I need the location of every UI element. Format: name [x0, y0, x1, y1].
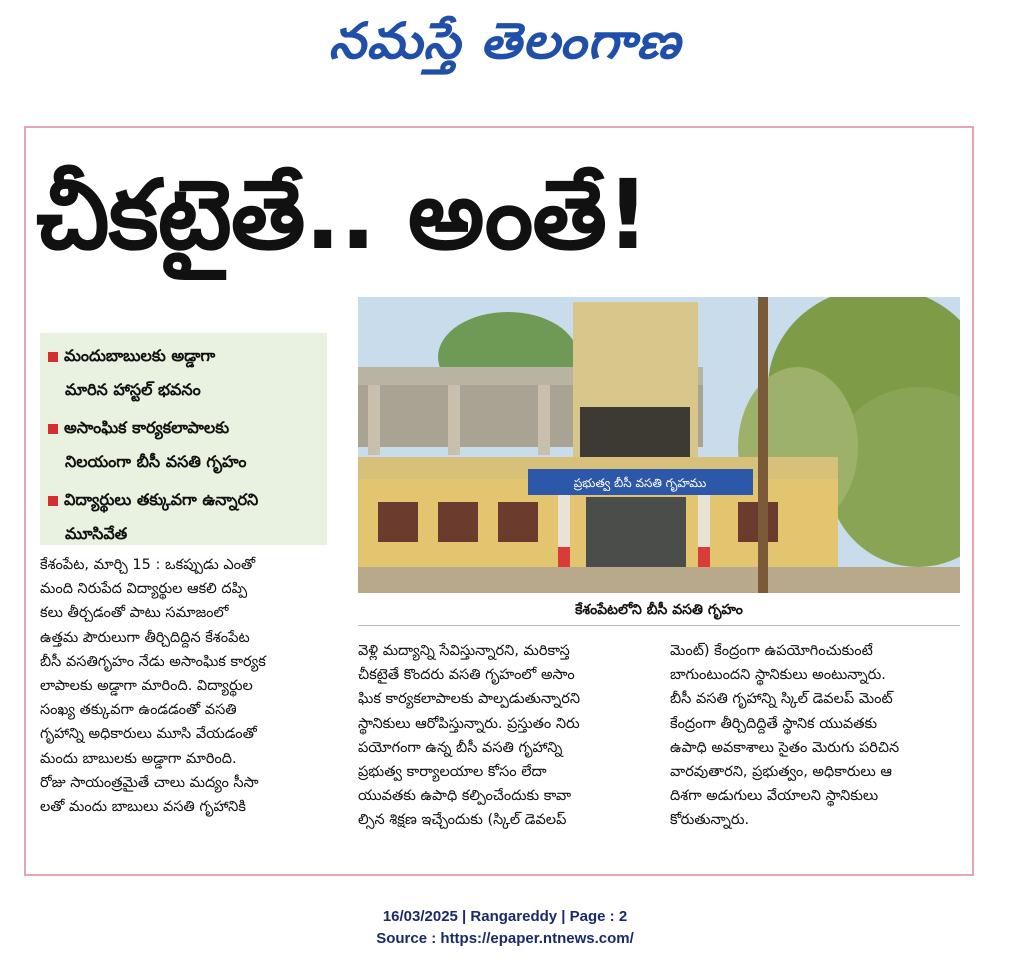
highlight-text: మారిన హాస్టల్ భవనం [65, 380, 201, 399]
bullet-square-icon [48, 424, 58, 434]
article-line: పయోగంగా ఉన్న బీసీ వసతి గృహాన్ని [358, 739, 563, 756]
article-line: ల్సిన శిక్షణ ఇచ్చేందుకు (స్కిల్ డెవలప్ [358, 812, 567, 829]
article-line: యువతకు ఉపాధి కల్పించేందుకు కావా [358, 788, 572, 805]
page-footer [0, 906, 1010, 950]
article-line: స్థానికులు ఆరోపిస్తున్నారు. ప్రస్తుతం నిరు [358, 715, 580, 732]
highlight-item [48, 339, 319, 407]
highlight-item [48, 411, 319, 479]
article-line: లాపాలకు అడ్డాగా మారింది. విద్యార్థుల [40, 678, 253, 695]
article-column-2 [358, 639, 658, 833]
highlight-item [48, 483, 319, 551]
article-line: బీసీ వసతి గృహాన్ని స్కిల్ డెవలప్ మెంట్ [670, 691, 893, 708]
article-line: వారవుతారని, ప్రభుత్వం, అధికారులు ఆ [670, 764, 892, 781]
article-line: మంది నిరుపేద విద్యార్థుల ఆకలి దప్పి [40, 581, 248, 598]
article-line: కేంద్రంగా తీర్చిదిద్దితే స్థానిక యువతకు [670, 715, 878, 732]
article-line: గృహాన్ని అధికారులు మూసి వేయడంతో [40, 726, 257, 743]
article-line: రోజు సాయంత్రమైతే చాలు మద్యం సీసా [40, 774, 259, 791]
hostel-signboard: ప్రభుత్వ బీసీ వసతి గృహము [573, 476, 707, 490]
article-line: ఉత్తమ పౌరులుగా తీర్చిదిద్దిన కేశంపేట [40, 629, 250, 646]
article-line: వెళ్లి మద్యాన్ని సేవిస్తున్నారని, మరికాస్త [358, 643, 570, 659]
article-line: సంఖ్య తక్కువగా ఉండడంతో వసతి [40, 702, 237, 719]
hostel-photo [358, 297, 960, 593]
article-column-1 [40, 553, 336, 819]
highlight-text: నిలయంగా బీసీ వసతి గృహం [65, 452, 247, 471]
newspaper-logo[interactable]: నమస్తే తెలంగాణ [328, 12, 682, 70]
article-line: కలు తీర్చడంతో పాటు సమాజంలో [40, 605, 229, 622]
article-headline: చీకటైతే.. అంతే! [36, 159, 649, 271]
article-line: చీకటైతే కొందరు వసతి గృహంలో అసాం [358, 667, 575, 684]
photo-caption: కేశంపేటలోని బీసీ వసతి గృహం [575, 602, 743, 618]
masthead [0, 2, 1010, 80]
caption-divider [358, 625, 960, 626]
bullet-square-icon [48, 496, 58, 506]
article-line: ఉపాధి అవకాశాలు సైతం మెరుగు పరిచిన [670, 739, 900, 756]
footer-source-link[interactable]: Source : https://epaper.ntnews.com/ [376, 930, 634, 947]
article-line: ప్రభుత్వ కార్యాలయాల కోసం లేదా [358, 764, 547, 781]
highlight-text: విద్యార్థులు తక్కువగా ఉన్నారని [64, 490, 259, 509]
article-line: బాగుంటుందని స్థానికులు అంటున్నారు. [670, 667, 886, 684]
article-line: బీసీ వసతిగృహం నేడు అసాంఘిక కార్యక [40, 653, 266, 670]
article-line: ఘిక కార్యకలాపాలకు పాల్పడుతున్నారని [358, 691, 581, 708]
footer-date-edition: 16/03/2025 | Rangareddy | Page : 2 [382, 908, 628, 925]
article-line: మెంట్) కేంద్రంగా ఉపయోగించుకుంటే [670, 643, 873, 659]
highlights-box [40, 333, 327, 545]
highlight-text: మూసివేత [65, 524, 128, 543]
article-column-3 [670, 639, 960, 833]
article-line: కేశంపేట, మార్చి 15 : ఒకప్పుడు ఎంతో [40, 557, 256, 573]
article-line: లతో మందు బాబులు వసతి గృహానికి [40, 799, 246, 816]
bullet-square-icon [48, 352, 58, 362]
article-line: మందు బాబులకు అడ్డాగా మారింది. [40, 750, 237, 767]
highlight-text: మందుబాబులకు అడ్డాగా [64, 346, 216, 365]
article-line: దిశగా అడుగులు వేయాలని స్థానికులు [670, 788, 879, 805]
article-line: కోరుతున్నారు. [670, 812, 750, 829]
highlight-text: అసాంఘిక కార్యకలాపాలకు [64, 418, 230, 437]
